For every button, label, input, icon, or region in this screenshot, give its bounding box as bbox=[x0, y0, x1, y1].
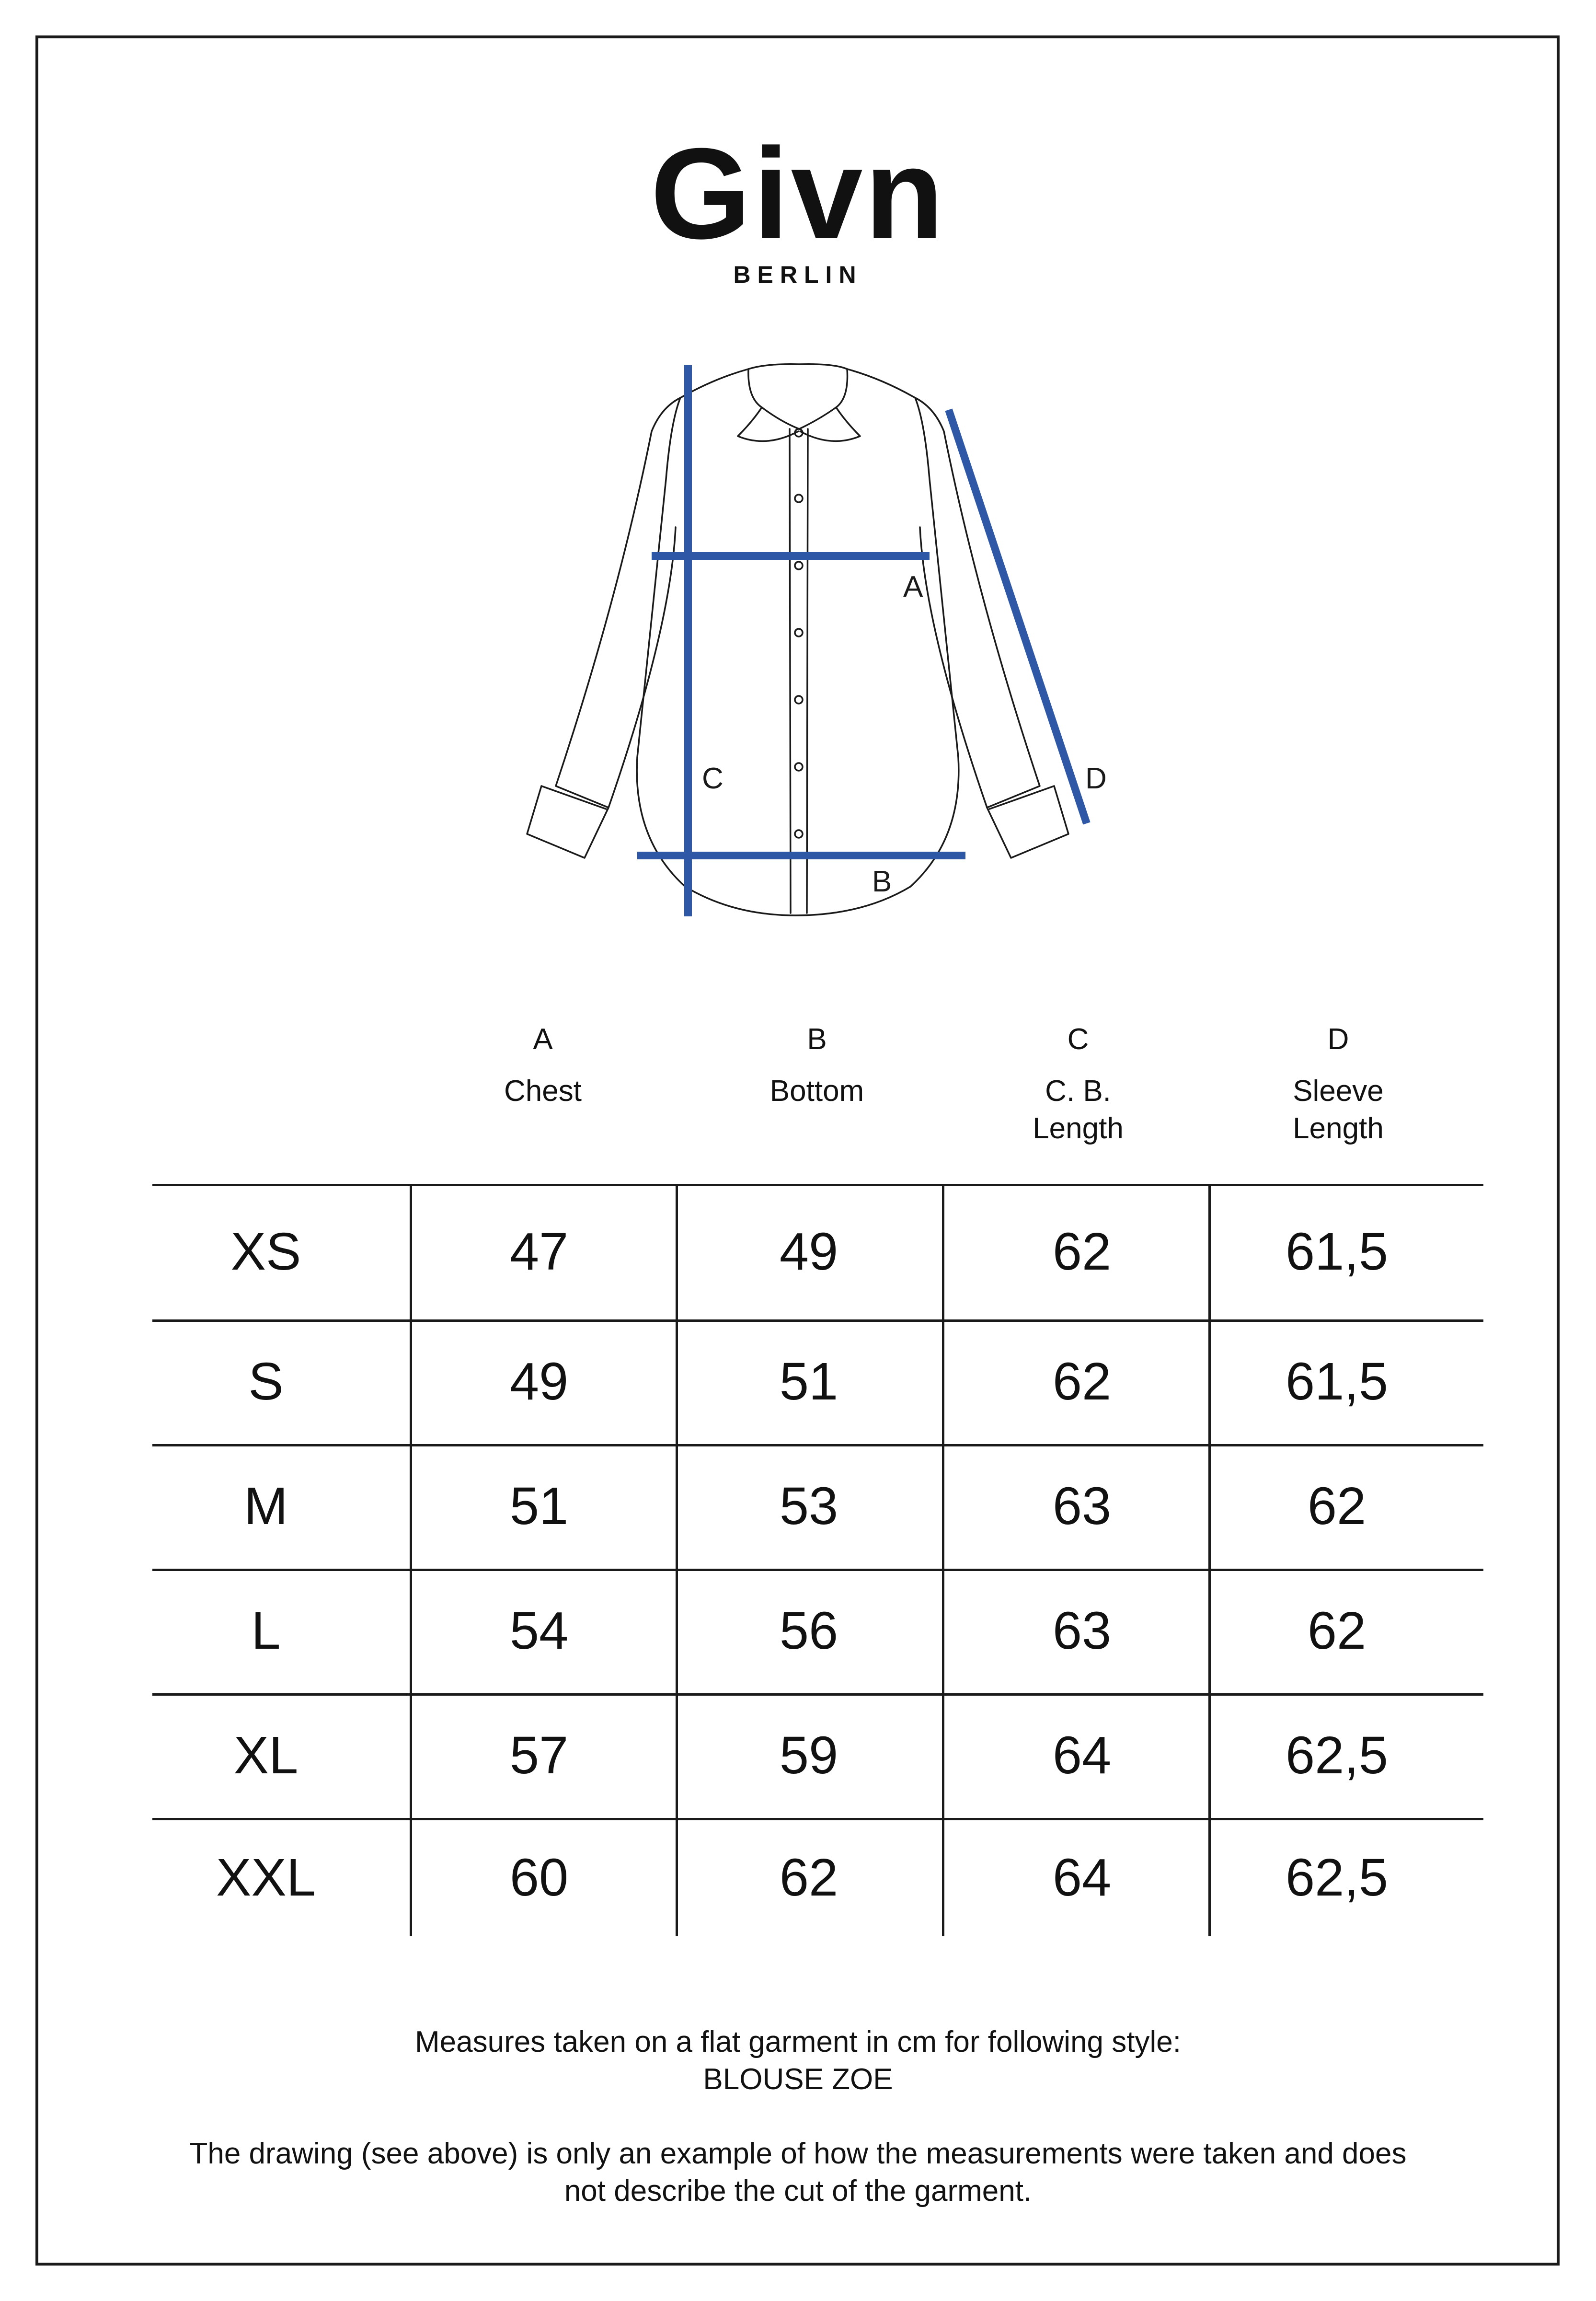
table-cell: 62 bbox=[1307, 1601, 1366, 1660]
table-rule bbox=[152, 1569, 1483, 1571]
size-label: XS bbox=[230, 1222, 301, 1281]
table-divider bbox=[410, 1184, 412, 1936]
note-style: BLOUSE ZOE bbox=[703, 2063, 893, 2096]
table-cell: 64 bbox=[1052, 1726, 1112, 1785]
header-letter: C bbox=[1067, 1023, 1089, 1056]
header-letter: A bbox=[533, 1023, 553, 1056]
table-cell: 62 bbox=[1307, 1477, 1366, 1536]
header-label: Sleeve Length bbox=[1293, 1075, 1384, 1145]
drawing-label-c: C bbox=[702, 762, 723, 795]
size-label: L bbox=[251, 1601, 281, 1660]
header-bottom bbox=[712, 1021, 922, 1110]
table-divider bbox=[1208, 1184, 1211, 1936]
table-cell: 62,5 bbox=[1285, 1726, 1389, 1785]
table-cell: 63 bbox=[1052, 1477, 1112, 1536]
table-cell: 63 bbox=[1052, 1601, 1112, 1660]
table-cell: 49 bbox=[509, 1352, 569, 1411]
size-label: XXL bbox=[216, 1848, 316, 1907]
brand-city: BERLIN bbox=[733, 261, 863, 288]
table-divider bbox=[942, 1184, 944, 1936]
header-letter: B bbox=[807, 1023, 827, 1056]
table-rule bbox=[152, 1818, 1483, 1820]
brand-logo: Givn bbox=[650, 122, 946, 266]
table-cell: 62 bbox=[779, 1848, 838, 1907]
drawing-label-a: A bbox=[903, 570, 923, 603]
size-label: M bbox=[244, 1477, 288, 1536]
header-label: Bottom bbox=[769, 1075, 864, 1108]
table-rule bbox=[152, 1184, 1483, 1186]
table-cell: 51 bbox=[509, 1477, 569, 1536]
table-divider bbox=[676, 1184, 678, 1936]
header-label: C. B. Length bbox=[1033, 1075, 1124, 1145]
table-cell: 61,5 bbox=[1285, 1222, 1389, 1281]
table-cell: 47 bbox=[509, 1222, 569, 1281]
header-cb-length bbox=[973, 1021, 1183, 1147]
table-cell: 56 bbox=[779, 1601, 838, 1660]
measure-line-d bbox=[949, 410, 1087, 823]
table-cell: 61,5 bbox=[1285, 1352, 1389, 1411]
note-disclaimer-2: not describe the cut of the garment. bbox=[564, 2174, 1032, 2208]
header-letter: D bbox=[1327, 1023, 1349, 1056]
garment-drawing bbox=[0, 0, 1596, 959]
table-cell: 57 bbox=[509, 1726, 569, 1785]
note-measures: Measures taken on a flat garment in cm for following style: bbox=[415, 2025, 1181, 2058]
table-rule bbox=[152, 1693, 1483, 1696]
note-disclaimer-1: The drawing (see above) is only an example of how the measurements were taken and does bbox=[189, 2137, 1407, 2170]
table-cell: 60 bbox=[509, 1848, 569, 1907]
size-label: XL bbox=[233, 1726, 299, 1785]
drawing-label-d: D bbox=[1085, 762, 1107, 795]
table-cell: 51 bbox=[779, 1352, 838, 1411]
table-cell: 62 bbox=[1052, 1222, 1112, 1281]
table-cell: 62 bbox=[1052, 1352, 1112, 1411]
table-cell: 53 bbox=[779, 1477, 838, 1536]
table-cell: 54 bbox=[509, 1601, 569, 1660]
table-cell: 49 bbox=[779, 1222, 838, 1281]
table-cell: 59 bbox=[779, 1726, 838, 1785]
table-cell: 64 bbox=[1052, 1848, 1112, 1907]
size-label: S bbox=[248, 1352, 284, 1411]
header-sleeve-length bbox=[1233, 1021, 1444, 1147]
header-label: Chest bbox=[504, 1075, 582, 1108]
table-cell: 62,5 bbox=[1285, 1848, 1389, 1907]
table-rule bbox=[152, 1319, 1483, 1322]
drawing-label-b: B bbox=[872, 865, 892, 898]
header-chest bbox=[437, 1021, 648, 1110]
table-rule bbox=[152, 1444, 1483, 1446]
